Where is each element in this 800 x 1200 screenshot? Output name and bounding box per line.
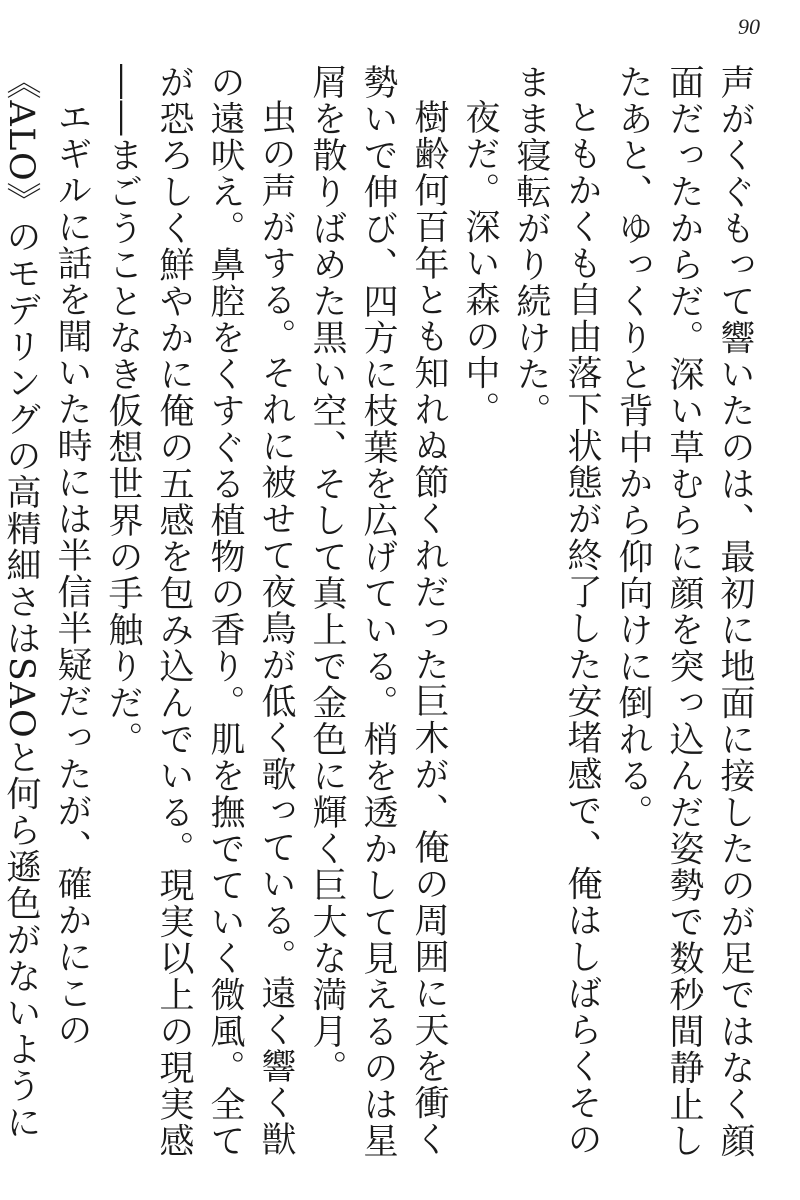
page-number: 90 [738,14,760,39]
novel-body-text [1,64,760,1174]
paragraph: エギルに話を聞いた時には半信半疑だったが、確かにこの《ALO》のモデリングの高精細さはSAOと何ら遜色がないように [1,64,92,1141]
paragraph: 樹齢何百年とも知れぬ節くれだった巨木が、俺の周囲に天を衝く勢いで伸び、四方に枝葉を広げている。梢を透かして見えるのは星屑を散りばめた黒い空、そして真上で金色に輝く巨大な満月。 [307,64,449,1159]
paragraph: 夜だ。深い森の中。 [460,99,500,428]
paragraph: ともかくも自由落下状態が終了した安堵感で、俺はしばらくそのまま寝転がり続けた。 [511,64,602,1158]
paragraph: 虫の声がする。それに被せて夜鳥が低く歌っている。遠く響く獣の遠吠え。鼻腔をくすぐる植物の香り。肌を撫でていく微風。全てが恐ろしく鮮やかに俺の五感を包み込んでいる。現実以上の現実感――まごうことなき仮想世界の手触りだ。 [103,64,296,1159]
paragraph: 声がくぐもって響いたのは、最初に地面に接したのが足ではなく顔面だったからだ。深い草むらに顔を突っ込んだ姿勢で数秒間静止したあと、ゆっくりと背中から仰向けに倒れる。 [613,64,755,1159]
